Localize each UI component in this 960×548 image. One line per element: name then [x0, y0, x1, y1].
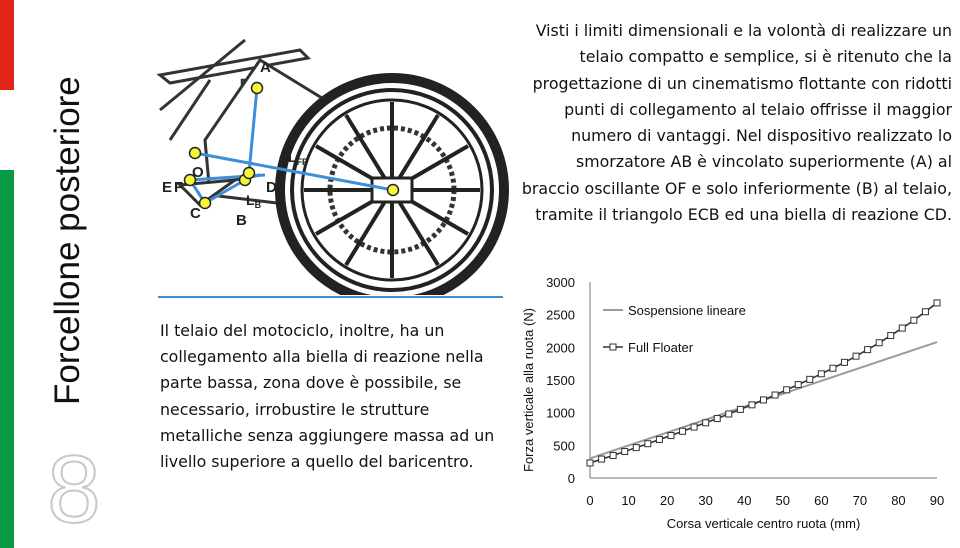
data-point — [761, 397, 767, 403]
data-point — [772, 392, 778, 398]
x-tick-label: 20 — [659, 493, 675, 508]
data-point — [622, 449, 628, 455]
length-label-lb: $L_B$ — [246, 192, 262, 210]
point-label-e: E — [162, 179, 173, 196]
x-tick-label: 30 — [698, 493, 713, 508]
data-point — [610, 452, 616, 458]
data-point — [633, 445, 639, 451]
y-tick-label: 1000 — [546, 405, 575, 421]
data-point — [691, 424, 697, 430]
point-label-a: A — [260, 59, 271, 76]
y-tick-labels — [546, 275, 575, 486]
x-axis-label: Corsa verticale centro ruota (mm) — [666, 516, 861, 531]
data-point — [645, 441, 651, 447]
rear-suspension-diagram — [150, 20, 510, 295]
flag-white-stripe — [0, 90, 14, 170]
data-point — [599, 456, 605, 462]
force-displacement-chart — [515, 265, 960, 548]
x-tick-label: 40 — [736, 493, 752, 508]
x-tick-labels — [586, 493, 944, 508]
data-point — [680, 428, 686, 434]
y-tick-label: 3000 — [546, 275, 575, 290]
data-point — [899, 325, 905, 331]
x-tick-label: 10 — [621, 493, 636, 508]
length-label-lfp: $L_{FP}$ — [288, 149, 309, 167]
data-point — [888, 333, 894, 339]
data-point — [934, 300, 940, 306]
data-point — [841, 359, 847, 365]
x-tick-label: 50 — [775, 493, 791, 508]
chart-legend — [603, 303, 746, 355]
point-label-o: O — [192, 164, 204, 181]
flag-red-stripe — [0, 0, 14, 90]
y-tick-label: 0 — [567, 471, 575, 486]
data-point — [737, 406, 743, 412]
series-line-2 — [590, 303, 937, 463]
y-tick-label: 1500 — [546, 373, 575, 388]
legend-label: Sospensione lineare — [628, 303, 746, 318]
x-tick-label: 70 — [852, 493, 868, 508]
x-tick-label: 60 — [814, 493, 829, 508]
legend-label: Full Floater — [628, 340, 694, 355]
chart-series — [587, 300, 940, 466]
data-point — [922, 309, 928, 315]
y-tick-label: 2500 — [546, 307, 575, 323]
x-tick-label: 0 — [586, 493, 594, 508]
point-label-f: F — [174, 179, 184, 196]
point-label-d: D — [266, 179, 277, 196]
data-point — [818, 371, 824, 377]
data-point — [668, 433, 674, 439]
data-point — [587, 460, 593, 466]
data-point — [830, 365, 836, 371]
data-point — [807, 376, 813, 382]
page-number — [44, 440, 104, 530]
point-label-b: B — [236, 212, 247, 229]
data-point — [865, 347, 871, 353]
data-point — [726, 411, 732, 417]
legend-marker — [610, 344, 616, 350]
left-paragraph: Il telaio del motociclo, inoltre, ha un collegamento alla biella di reazione nella parte bassa, zona dove è possibile, se necessario, irrobustire le strutture metalliche senza aggiungere massa ad un livello superiore a quello del baricentro. — [160, 321, 495, 472]
slide-title: Forcellone posteriore — [48, 76, 87, 405]
data-point — [911, 317, 917, 323]
data-point — [795, 382, 801, 388]
accent-divider — [158, 296, 503, 298]
data-point — [876, 340, 882, 346]
x-tick-label: 90 — [929, 493, 945, 508]
point-label-c: C — [190, 205, 201, 222]
data-point — [784, 387, 790, 393]
data-point — [749, 402, 755, 408]
right-paragraph: Visti i limiti dimensionali e la volontà di realizzare un telaio compatto e semplice, si è ritenuto che la progettazione di un cinematismo flottante con ridotti punti di collegamento al telaio offrisse il maggior numero di vantaggi. Nel dispositivo realizzato lo smorzatore AB è vincolato superiormente (A) al braccio oscillante OF e solo inferiormente (B) al telaio, tramite il triangolo ECB ed una biella di reazione CD. — [521, 21, 952, 225]
y-axis-label: Forza verticale alla ruota (N) — [521, 308, 536, 472]
data-point — [703, 420, 709, 426]
data-point — [656, 436, 662, 442]
y-tick-label: 2000 — [546, 340, 575, 356]
data-point — [853, 353, 859, 359]
page-number-text: 8 — [47, 440, 101, 530]
flag-green-stripe — [0, 170, 14, 548]
x-tick-label: 80 — [891, 493, 906, 508]
data-point — [714, 416, 720, 422]
y-tick-label: 500 — [553, 438, 575, 454]
